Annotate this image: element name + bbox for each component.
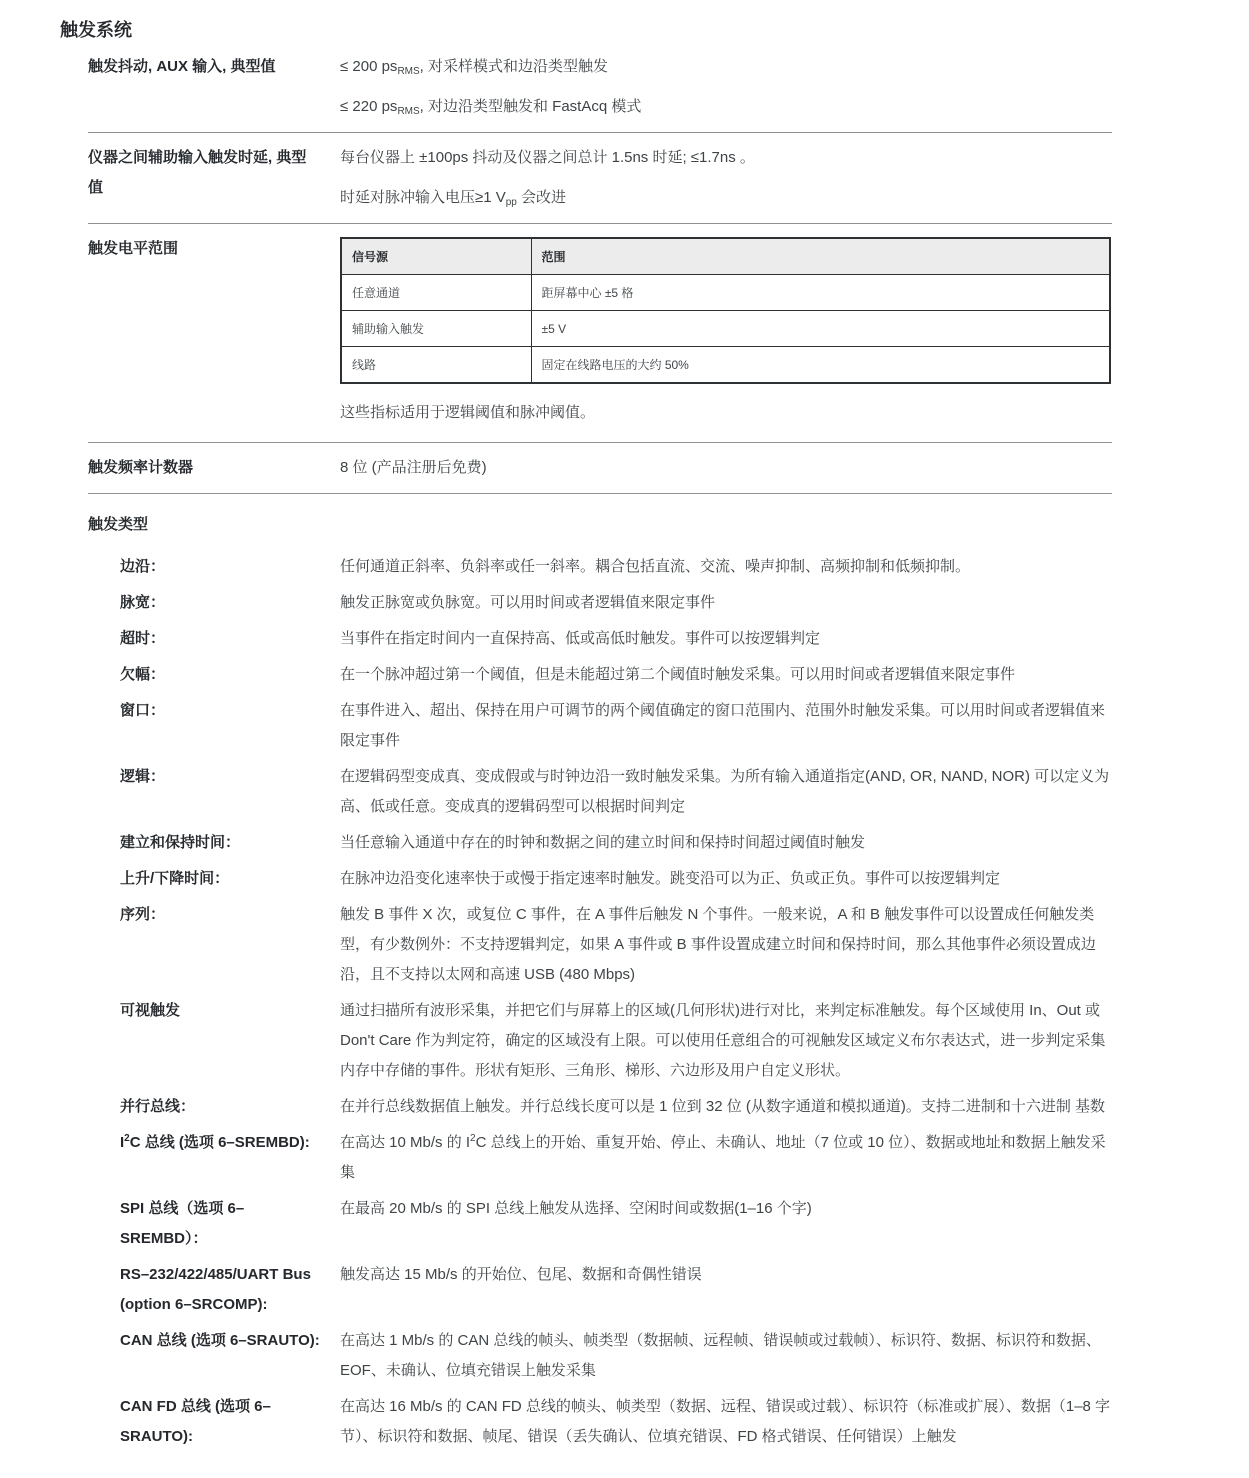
trigger-type-description: 通过扫描所有波形采集，并把它们与屏幕上的区域(几何形状)进行对比，来判定标准触发。每个区域使用 In、Out 或 Don't Care 作为判定符，确定的区域没有上限。可以使用任意组合的可视触发区域定义布尔表达式，进一步判定采集内存中存储的事件。形状有矩形、三角形、梯形、六边形及用户自定义形状。 <box>340 1002 1106 1079</box>
table-header-cell: 信号源 <box>341 238 531 275</box>
trigger-type-row <box>120 552 1249 582</box>
table-cell: ±5 V <box>531 311 1110 347</box>
trigger-type-label: 并行总线： <box>120 1098 196 1115</box>
spec-row-label: 触发频率计数器 <box>88 459 194 476</box>
table-header-cell: 范围 <box>531 238 1110 275</box>
section-divider <box>88 223 1112 224</box>
trigger-type-row <box>120 1128 1249 1188</box>
table-cell: 固定在线路电压的大约 50% <box>531 347 1110 384</box>
spec-row-label: 触发抖动, AUX 输入, 典型值 <box>88 58 276 75</box>
trigger-type-label: 欠幅： <box>120 666 166 683</box>
spec-rows-container <box>0 52 1249 494</box>
trigger-type-row <box>120 1326 1249 1386</box>
trigger-type-description: 触发正脉宽或负脉宽。可以用时间或者逻辑值来限定事件 <box>340 594 716 611</box>
spec-row <box>88 234 1249 432</box>
section-divider <box>88 442 1112 443</box>
spec-row-label: 触发电平范围 <box>88 240 179 257</box>
trigger-type-description: 触发高达 15 Mb/s 的开始位、包尾、数据和奇偶性错误 <box>340 1266 702 1283</box>
trigger-type-row <box>120 588 1249 618</box>
trigger-type-description: 在高达 1 Mb/s 的 CAN 总线的帧头、帧类型（数据帧、远程帧、错误帧或过载帧）、标识符、数据、标识符和数据、EOF、未确认、位填充错误上触发采集 <box>340 1332 1101 1379</box>
trigger-type-label: 边沿： <box>120 558 166 575</box>
trigger-type-description: 在最高 20 Mb/s 的 SPI 总线上触发从选择、空闲时间或数据(1–16 个字) <box>340 1200 812 1217</box>
trigger-type-description: 在并行总线数据值上触发。并行总线长度可以是 1 位到 32 位 (从数字通道和模拟通道)。支持二进制和十六进制 基数 <box>340 1098 1106 1115</box>
trigger-type-row <box>120 696 1249 756</box>
spec-value-line: 每台仪器上 ±100ps 抖动及仪器之间总计 1.5ns 时延; ≤1.7ns 。 <box>340 149 755 166</box>
trigger-type-description: 在高达 10 Mb/s 的 $I^2C$ 总线上的开始、重复开始、停止、未确认、地址（7 位或 10 位）、数据或地址和数据上触发采集 <box>340 1133 1106 1181</box>
table-row <box>341 347 1110 384</box>
trigger-type-row <box>120 828 1249 858</box>
spec-row <box>88 52 1249 122</box>
trigger-types-container <box>0 552 1249 1452</box>
spec-row-content <box>340 234 1112 432</box>
trigger-type-description: 在逻辑码型变成真、变成假或与时钟边沿一致时触发采集。为所有输入通道指定(AND, OR, NAND, NOR) 可以定义为高、低或任意。变成真的逻辑码型可以根据时间判定 <box>340 768 1110 815</box>
section-divider <box>88 132 1112 133</box>
table-header-row <box>341 238 1110 275</box>
trigger-type-label: 可视触发 <box>120 1002 181 1019</box>
trigger-type-label: 建立和保持时间： <box>120 834 241 851</box>
spec-row-label: 仪器之间辅助输入触发时延, 典型值 <box>88 149 307 196</box>
spec-value-line: ≤ 220 $ps_{RMS}$, 对边沿类型触发和 FastAcq 模式 <box>340 98 642 117</box>
trigger-type-label: 上升/下降时间： <box>120 870 230 887</box>
spec-value-line: ≤ 200 $ps_{RMS}$, 对采样模式和边沿类型触发 <box>340 58 609 77</box>
spec-row <box>88 453 1249 483</box>
trigger-type-label: 脉宽： <box>120 594 166 611</box>
trigger-type-label: CAN 总线 (选项 6–SRAUTO): <box>120 1332 320 1349</box>
trigger-type-label: 超时： <box>120 630 166 647</box>
spec-value-line: 时延对脉冲输入电压≥1 $V_{pp}$ 会改进 <box>340 189 567 208</box>
table-row <box>341 275 1110 311</box>
table-note: 这些指标适用于逻辑阈值和脉冲阈值。 <box>340 404 596 421</box>
trigger-type-label: SPI 总线（选项 6–SREMBD）： <box>120 1200 245 1247</box>
trigger-type-label: 序列： <box>120 906 166 923</box>
trigger-type-description: 当任意输入通道中存在的时钟和数据之间的建立时间和保持时间超过阈值时触发 <box>340 834 866 851</box>
trigger-type-label: CAN FD 总线 (选项 6–SRAUTO): <box>120 1398 271 1445</box>
trigger-type-label: $I^2C$ 总线 (选项 6–SREMBD): <box>120 1133 310 1151</box>
table-cell: 辅助输入触发 <box>341 311 531 347</box>
trigger-type-row <box>120 864 1249 894</box>
trigger-type-description: 当事件在指定时间内一直保持高、低或高低时触发。事件可以按逻辑判定 <box>340 630 821 647</box>
spec-row-content <box>340 52 1112 122</box>
section-title: 触发系统 <box>60 20 132 40</box>
trigger-type-description: 触发 B 事件 X 次，或复位 C 事件，在 A 事件后触发 N 个事件。一般来说，A 和 B 触发事件可以设置成任何触发类型，有少数例外：不支持逻辑判定，如果 A 事件或 B 事件设置成建立时间和保持时间，那么其他事件必须设置成边沿，且不支持以太网和高速 USB (480 Mbps) <box>340 906 1096 983</box>
trigger-type-row <box>120 660 1249 690</box>
spec-row <box>88 143 1249 213</box>
trigger-type-row <box>120 762 1249 822</box>
spec-row-content <box>340 143 1112 213</box>
trigger-type-row <box>120 1092 1249 1122</box>
trigger-type-row <box>120 1260 1249 1320</box>
table-cell: 距屏幕中心 ±5 格 <box>531 275 1110 311</box>
trigger-type-row <box>120 1392 1249 1452</box>
trigger-type-row <box>120 996 1249 1086</box>
spec-row-content <box>340 453 1112 483</box>
trigger-type-description: 在高达 16 Mb/s 的 CAN FD 总线的帧头、帧类型（数据、远程、错误或过载）、标识符（标准或扩展）、数据（1–8 字节）、标识符和数据、帧尾、错误（丢失确认、位填充错误、FD 格式错误、任何错误）上触发 <box>340 1398 1111 1445</box>
trigger-type-description: 在一个脉冲超过第一个阈值，但是未能超过第二个阈值时触发采集。可以用时间或者逻辑值来限定事件 <box>340 666 1016 683</box>
trigger-type-description: 在脉冲边沿变化速率快于或慢于指定速率时触发。跳变沿可以为正、负或正负。事件可以按逻辑判定 <box>340 870 1001 887</box>
trigger-level-table <box>340 237 1111 384</box>
trigger-type-label: 逻辑： <box>120 768 166 785</box>
trigger-types-heading: 触发类型 <box>88 516 149 533</box>
spec-value-line: 8 位 (产品注册后免费) <box>340 459 487 476</box>
trigger-type-label: 窗口： <box>120 702 166 719</box>
table-cell: 任意通道 <box>341 275 531 311</box>
table-row <box>341 311 1110 347</box>
trigger-type-row <box>120 624 1249 654</box>
trigger-type-description: 任何通道正斜率、负斜率或任一斜率。耦合包括直流、交流、噪声抑制、高频抑制和低频抑制。 <box>340 558 971 575</box>
trigger-type-row <box>120 1194 1249 1254</box>
section-divider <box>88 493 1112 494</box>
table-cell: 线路 <box>341 347 531 384</box>
trigger-type-label: RS–232/422/485/UART Bus (option 6–SRCOMP): <box>120 1266 311 1313</box>
trigger-type-row <box>120 900 1249 990</box>
trigger-type-description: 在事件进入、超出、保持在用户可调节的两个阈值确定的窗口范围内、范围外时触发采集。可以用时间或者逻辑值来限定事件 <box>340 702 1106 749</box>
